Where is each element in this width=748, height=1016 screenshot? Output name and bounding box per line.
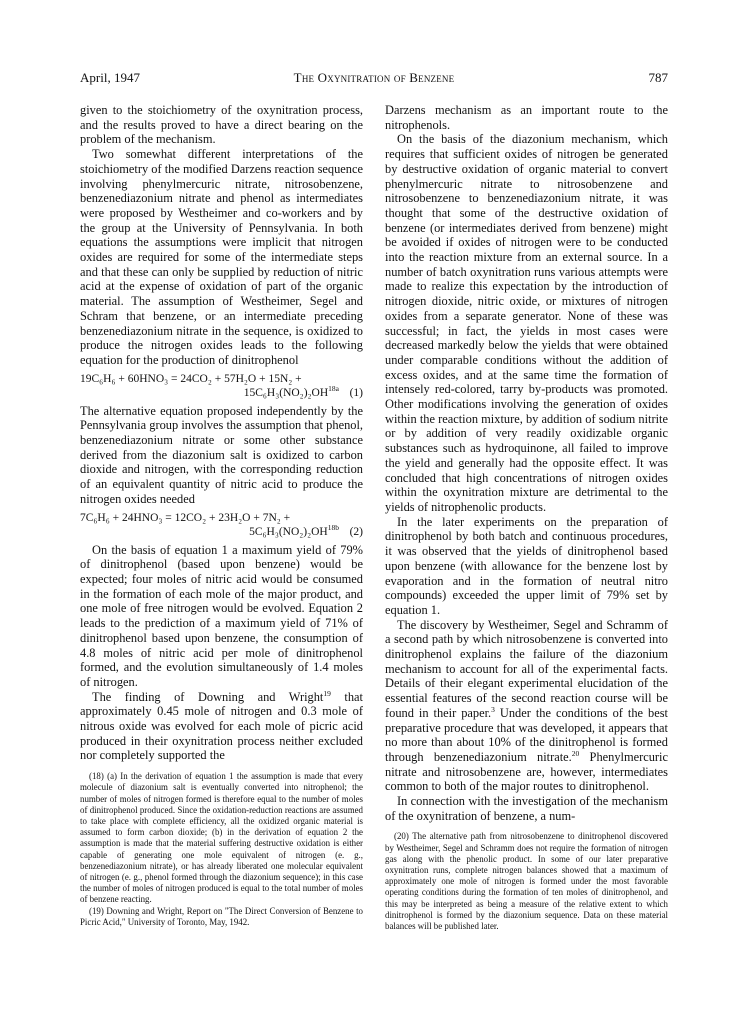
running-header xyxy=(80,70,668,86)
paragraph: The finding of Downing and Wright$^{19}$ that approximately 0.45 mole of nitrogen and 0.3 mole of nitrous oxide was evolved for each mole of picric acid produced in their oxynitration process neither excluded nor completely supported the xyxy=(80,688,363,763)
equation-1: 19C₆H₆ + 60HNO₃ = 24CO₂ + 57H₂O + 15N₂ + $15C_6H_3(NO_2)_2OH^{18a}$ (1) xyxy=(80,372,363,399)
paragraph: Darzens mechanism as an important route to the nitrophenols. xyxy=(385,103,668,132)
footnote-18: (18) (a) In the derivation of equation 1 the assumption is made that every molecule of diazonium salt is eventually converted into nitrophenol; the number of moles of nitrogen formed is therefore equal to the number of moles of dinitrophenol produced. Since the oxidation-reduction reactions are assumed to take place with complete efficiency, all the oxidized organic material is assumed to form carbon dioxide; (b) in the derivation of equation 2 the assumption is made that the material suffering destructive oxidation is either capable of generating one mole equivalent of nitrogen (e. g., benzenediazonium nitrate), or has already liberated one molecular equivalent of nitrogen (e. g., phenol formed through the diazonium sequence); in this case the number of moles of nitrogen produced is equal to the total number of moles of benzene reacting. xyxy=(80,771,363,905)
footnotes xyxy=(80,771,363,928)
paragraph: given to the stoichiometry of the oxynitration process, and the results proved to have a direct bearing on the problem of the mechanism. xyxy=(80,103,363,147)
footnote-20: (20) The alternative path from nitrosobenzene to dinitrophenol discovered by Westheimer, Segel and Schramm does not require the formation of nitrogen gas along with the phenolic product. In some of our later preparative oxynitration runs, complete nitrogen balances showed that a maximum of approximately one mole of nitrogen is formed under the most favorable operating conditions during the formation of ten moles of dinitrophenol, and this may be interpreted as being a measure of the relative extent to which dinitrophenol is formed by the diazonium sequence. Data on these material balances will be published later. xyxy=(385,831,668,932)
footnote-19: (19) Downing and Wright, Report on "The Direct Conversion of Benzene to Picric Acid," University of Toronto, May, 1942. xyxy=(80,905,363,927)
footnote-ref[interactable]: 19 xyxy=(323,688,331,698)
paragraph: The discovery by Westheimer, Segel and Schramm of a second path by which nitrosobenzene is converted into dinitrophenol explains the failure of the diazonium mechanism to account for all of the experimental facts. Details of their elegant experimental elucidation of the essential features of the second reaction course will be found in their paper.$^3$ Under the conditions of the best preparative procedure that was developed, it appears that no more than about 10% of the dinitrophenol is formed through benzenediazonium nitrate.$^{20}$ Phenylmercuric nitrate and nitrosobenzene are, however, intermediates common to both of the major routes to dinitrophenol. xyxy=(385,617,669,794)
header-title: The Oxynitration of Benzene xyxy=(293,70,455,85)
paragraph: In the later experiments on the preparation of dinitrophenol by both batch and continuous procedures, it was observed that the yields of dinitrophenol based upon benzene (with allowance for the benzene lost by evaporation and in the formation of neutral nitro compounds) exceeded the upper limit of 79% set by equation 1. xyxy=(385,514,668,617)
equation-number: (2) xyxy=(349,525,363,538)
left-column xyxy=(80,103,363,928)
paragraph: The alternative equation proposed independently by the Pennsylvania group involves the assumption that phenol, benzenediazonium nitrate or some other substance derived from the diazonium salt is oxidized to carbon dioxide and nitrogen, with the corresponding reduction of an equivalent quantity of nitric acid to produce the nitrogen oxides needed xyxy=(80,403,363,506)
paragraph: On the basis of equation 1 a maximum yield of 79% of dinitrophenol (based upon benzene) would be expected; four moles of nitric acid would be consumed in the formation of each mole of the major product, and one mole of free nitrogen would be evolved. Equation 2 leads to the prediction of a maximum yield of 71% of dinitrophenol based upon benzene, the consumption of 4.8 moles of nitric acid per mole of dinitrophenol formed, and the evolution simultaneously of 1.4 moles of nitrogen. xyxy=(80,542,363,689)
footnote-ref[interactable]: 18a xyxy=(328,383,339,393)
page-number: 787 xyxy=(648,70,668,85)
paragraph: Two somewhat different interpretations of the stoichiometry of the modified Darzens reaction sequence involving phenylmercuric nitrate, nitrosobenzene, benzenediazonium nitrate and phenol as intermediates were proposed by Westheimer and co-workers and by the group at the University of Pennsylvania. In both equations the assumptions were implicit that nitrogen oxides are required for some of the intermediate steps and that these can only be supplied by reduction of nitric acid at the expense of oxidation of part of the organic material. The assumption of Westheimer, Segel and Schram that benzene, or an intermediate preceding benzenediazonium nitrate in the sequence, is oxidized to produce the nitrogen oxides leads to the following equation for the production of dinitrophenol xyxy=(80,147,363,367)
right-column xyxy=(385,103,668,932)
paragraph: On the basis of the diazonium mechanism, which requires that sufficient oxides of nitrogen be generated by destructive oxidation of organic material to convert phenylmercuric nitrate to nitrosobenzene and nitrosobenzene to benzenediazonium nitrate, it was thought that some of the destructive oxidation of benzene (or intermediates derived from benzene) might be avoided if oxides of nitrogen were to be conducted into the reaction mixture from an external source. In a number of batch oxynitration runs various attempts were made to realize this expectation by the introduction of nitrogen dioxide, nitric oxide, or mixtures of nitrogen oxides from a separate generator. None of these was successful; in fact, the yields in most cases were decreased markedly below the yields that were obtained under comparable conditions without the addition of excess oxides, and at the same time the formation of intensely red-colored, tarry by-products was promoted. Other modifications involving the generation of oxides within the reaction mixture, by addition of sodium nitrite or by addition of very readily oxidizable organic substances such as hydroquinone, all failed to improve the yield and generally had the opposite effect. It was concluded that high concentrations of nitrogen oxides within the oxynitration mixture are detrimental to the yields of nitrophenolic products. xyxy=(385,132,668,514)
footnotes xyxy=(385,831,668,932)
footnote-ref[interactable]: 3 xyxy=(491,704,495,714)
footnote-ref[interactable]: 18b xyxy=(327,522,339,532)
equation-number: (1) xyxy=(349,386,363,399)
header-date: April, 1947 xyxy=(80,70,140,85)
paragraph: In connection with the investigation of the mechanism of the oxynitration of benzene, a num- xyxy=(385,794,668,823)
footnote-ref[interactable]: 20 xyxy=(571,748,580,758)
equation-2: 7C₆H₆ + 24HNO₃ = 12CO₂ + 23H₂O + 7N₂ + $5C_6H_3(NO_2)_2OH^{18b}$ (2) xyxy=(80,511,363,538)
